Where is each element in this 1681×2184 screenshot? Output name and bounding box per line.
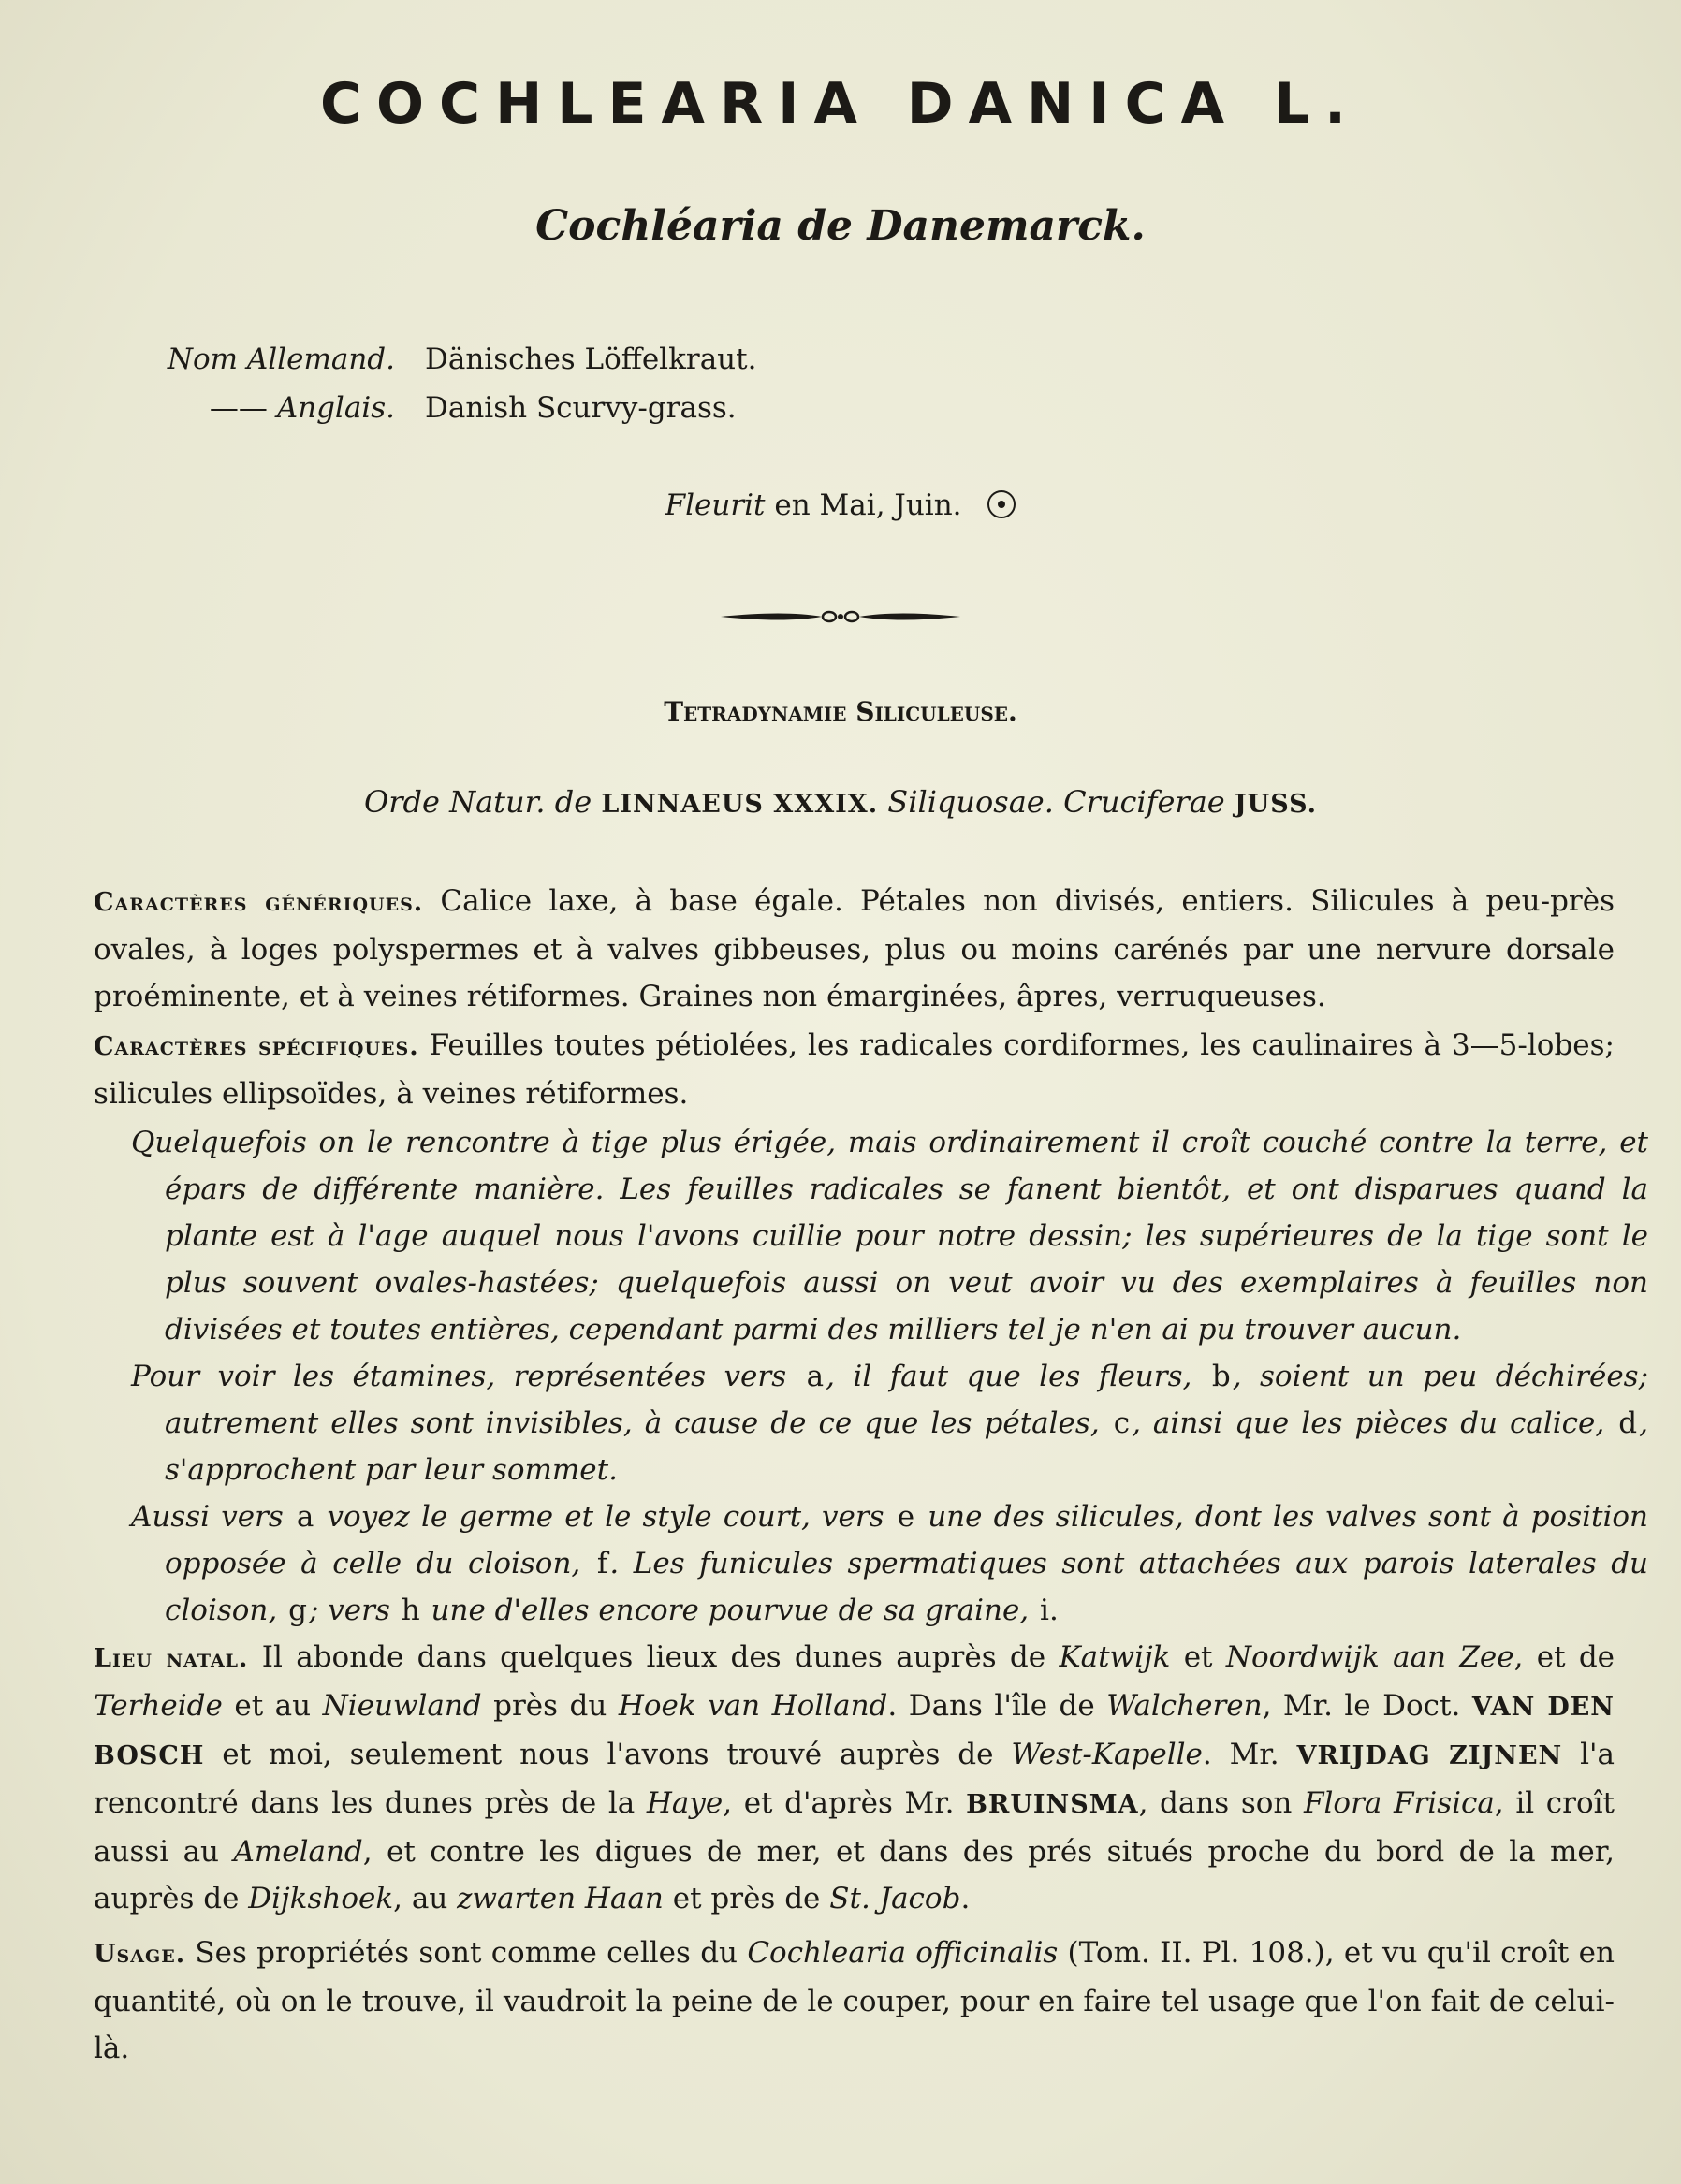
place-west-kapelle: West-Kapelle xyxy=(1011,1738,1203,1771)
place-hoek-van-holland: Hoek van Holland xyxy=(618,1689,888,1723)
figure-ref-f: f xyxy=(596,1547,608,1580)
order-juss: JUSS. xyxy=(1234,790,1318,819)
person-vrijdag-zijnen: VRIJDAG ZIJNEN xyxy=(1296,1741,1563,1770)
english-name-value: Danish Scurvy-grass. xyxy=(425,391,737,425)
generic-characters xyxy=(94,878,1615,1020)
german-name-label: Nom Allemand. xyxy=(167,342,395,376)
specific-text: Feuilles toutes pétiolées, les radicales cordiformes, les caulinaires à 3—5-lobes; silicules ellipsoïdes, à veines rétiformes. xyxy=(94,1028,1615,1111)
order-prefix: Orde Natur. xyxy=(363,784,546,820)
figure-ref-h: h xyxy=(401,1594,420,1627)
habitat-paragraph: Lieu natal. Il abonde dans quelques lieux des dunes auprès de Katwijk et Noordwijk aan Zee, et de Terheide et au Nieuwland près du Hoek van Holland. Dans l'île de Walcheren, Mr. le Doct. VAN DEN BOSCH et moi, seulement nous l'avons trouvé auprès de West-Kapelle. Mr. VRIJDAG ZIJNEN l'a rencontré dans les dunes près de la Haye, et d'après Mr. BRUINSMA, dans son Flora Frisica, il croît aussi au Ameland, et contre les digues de mer, et dans des prés situés proche du bord de la mer, auprès de Dijkshoek, au zwarten Haan et près de St. Jacob. xyxy=(94,1640,1615,1915)
vernacular-names xyxy=(131,335,756,432)
order-line xyxy=(0,784,1681,820)
class-heading: Tetradynamie Siliculeuse. xyxy=(664,696,1017,727)
usage-paragraph: Usage. Ses propriétés sont comme celles du Cochlearia officinalis (Tom. II. Pl. 108.), et vu qu'il croît en quantité, où on le trouve, il vaudroit la peine de le couper, pour en faire tel usage que l'on fait de celui-là. xyxy=(94,1936,1615,2065)
place-haye: Haye xyxy=(646,1786,724,1820)
ornament-divider-icon xyxy=(719,603,962,631)
german-name-value: Dänisches Löffelkraut. xyxy=(425,342,757,376)
habitat-label: Lieu natal. xyxy=(94,1644,249,1673)
place-dijkshoek: Dijkshoek xyxy=(248,1882,394,1915)
figure-ref-e: e xyxy=(897,1500,915,1534)
flowering-word: Fleurit xyxy=(665,488,766,522)
person-van-den-bosch: VAN DEN BOSCH xyxy=(94,1693,1615,1770)
flowering-line xyxy=(0,488,1681,522)
book-flora-frisica: Flora Frisica xyxy=(1303,1786,1495,1820)
figure-ref-d: d xyxy=(1618,1406,1638,1440)
order-cruciferae: Cruciferae xyxy=(1063,784,1225,820)
figure-ref-i: i. xyxy=(1040,1594,1059,1627)
description-paragraph-2: Pour voir les étamines, représentées vers a, il faut que les fleurs, b, soient un peu déchirées; autrement elles sont invisibles, à cause de ce que les pétales, c, ainsi que les pièces du calice, d, s'approchent par leur sommet. xyxy=(131,1360,1649,1487)
order-linnaeus: LINNAEUS XXXIX. xyxy=(601,790,879,819)
specific-label: Caractères spécifiques. xyxy=(94,1032,419,1061)
place-st-jacob: St. Jacob xyxy=(829,1882,961,1915)
place-terheide: Terheide xyxy=(94,1689,223,1723)
order-de: de xyxy=(554,784,592,820)
ditto-dash: —— xyxy=(209,391,268,425)
place-nieuwland: Nieuwland xyxy=(322,1689,482,1723)
usage-label: Usage. xyxy=(94,1940,186,1969)
page-subtitle: Cochléaria de Danemarck. xyxy=(535,202,1146,250)
figure-ref-g: g xyxy=(288,1594,307,1627)
place-ameland: Ameland xyxy=(233,1835,363,1869)
place-zwarten-haan: zwarten Haan xyxy=(457,1882,664,1915)
species-officinalis: Cochlearia officinalis xyxy=(747,1936,1059,1970)
figure-ref-a2: a xyxy=(296,1500,314,1534)
description-paragraph-3: Aussi vers a voyez le germe et le style court, vers e une des silicules, dont les valves sont à position opposée à celle du cloison, f. Les funicules spermatiques sont attachées aux parois laterales du cloison, g; vers h une d'elles encore pourvue de sa graine, i. xyxy=(131,1500,1649,1627)
specific-characters xyxy=(94,1022,1615,1117)
annual-symbol-icon xyxy=(987,490,1016,518)
generic-label: Caractères génériques. xyxy=(94,888,424,917)
figure-ref-c: c xyxy=(1113,1406,1131,1440)
place-walcheren: Walcheren xyxy=(1106,1689,1263,1723)
place-noordwijk: Noordwijk aan Zee xyxy=(1225,1640,1514,1674)
german-name-row xyxy=(131,335,756,384)
person-bruinsma: BRUINSMA xyxy=(966,1790,1139,1819)
flowering-text: en Mai, Juin. xyxy=(774,488,962,522)
order-siliquosae: Siliquosae. xyxy=(887,784,1054,820)
figure-ref-a: a xyxy=(806,1360,825,1393)
english-name-row xyxy=(131,384,756,432)
place-katwijk: Katwijk xyxy=(1059,1640,1171,1674)
generic-text: Calice laxe, à base égale. Pétales non divisés, entiers. Silicules à peu-près ovales, à loges polyspermes et à valves gibbeuses, plus ou moins carénés par une nervure dorsale proéminente, et à veines rétiformes. Graines non émarginées, âpres, verruqueuses. xyxy=(94,884,1615,1013)
figure-ref-b: b xyxy=(1211,1360,1231,1393)
description-paragraph-1: Quelquefois on le rencontre à tige plus érigée, mais ordinairement il croît couché contre la terre, et épars de différente manière. Les feuilles radicales se fanent bientôt, et ont disparues quand la plante est à l'age auquel nous l'avons cuillie pour notre dessin; les supérieures de la tige sont le plus souvent ovales-hastées; quelquefois aussi on veut avoir vu des exemplaires à feuilles non divisées et toutes entières, cependant parmi des milliers tel je n'en ai pu trouver aucun. xyxy=(131,1126,1648,1347)
english-name-label: Anglais. xyxy=(276,391,395,425)
page-title: COCHLEARIA DANICA L. xyxy=(320,71,1361,137)
